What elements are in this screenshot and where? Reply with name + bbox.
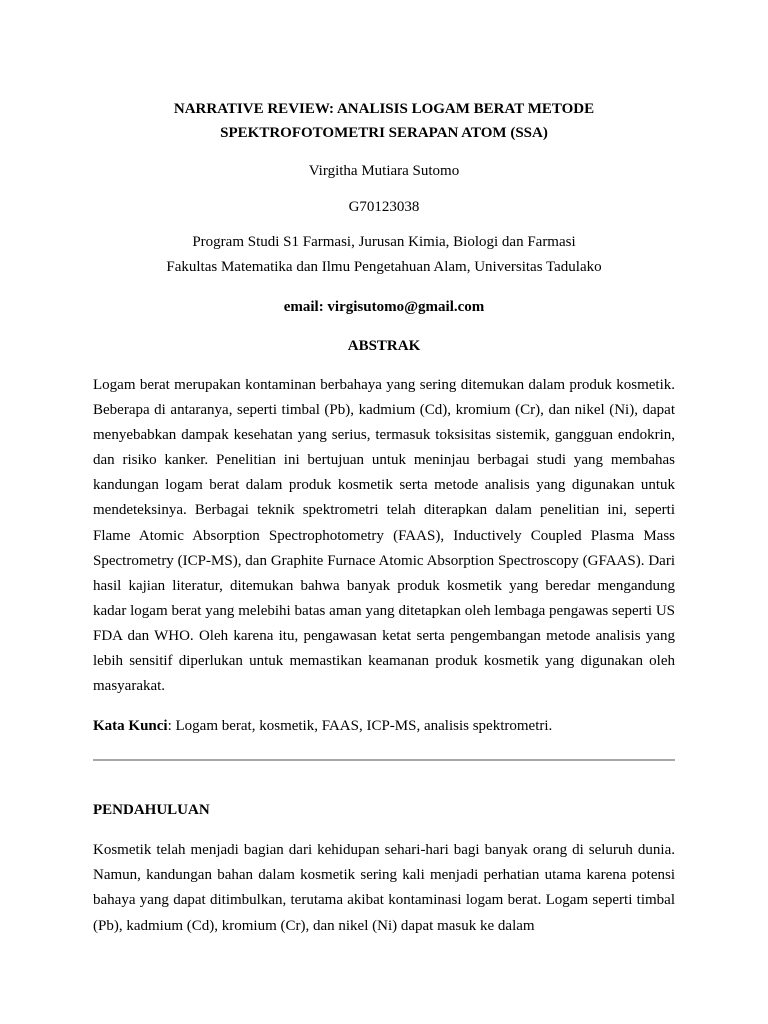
keywords-label: Kata Kunci bbox=[93, 718, 168, 735]
keywords-line bbox=[93, 714, 675, 738]
abstract-paragraph: Logam berat merupakan kontaminan berbahaya yang sering ditemukan dalam produk kosmetik. Beberapa di antaranya, seperti timbal (Pb), kadmium (Cd), kromium (Cr), dan nikel (Ni), dapat menyebabkan dampak kesehatan yang serius, termasuk toksisitas sistemik, gangguan endokrin, dan risiko kanker. Penelitian ini bertujuan untuk meninjau berbagai studi yang membahas kandungan logam berat dalam produk kosmetik serta metode analisis yang digunakan untuk mendeteksinya. Berbagai teknik spektrometri telah diterapkan dalam penelitian ini, seperti Flame Atomic Absorption Spectrophotometry (FAAS), Inductively Coupled Plasma Mass Spectrometry (ICP-MS), dan Graphite Furnace Atomic Absorption Spectroscopy (GFAAS). Dari hasil kajian literatur, ditemukan bahwa banyak produk kosmetik yang beredar mengandung kadar logam berat yang melebihi batas aman yang ditetapkan oleh lembaga pengawas seperti US FDA dan WHO. Oleh karena itu, pengawasan ketat serta pengembangan metode analisis yang lebih sensitif diperlukan untuk memastikan keamanan produk kosmetik yang digunakan oleh masyarakat. bbox=[93, 377, 675, 695]
section-divider bbox=[93, 759, 675, 761]
affiliation-line-2: Fakultas Matematika dan Ilmu Pengetahuan Alam, Universitas Tadulako bbox=[166, 259, 602, 275]
keywords-list: : Logam berat, kosmetik, FAAS, ICP-MS, analisis spektrometri. bbox=[167, 718, 553, 735]
student-id: G70123038 bbox=[348, 199, 420, 215]
author-name: Virgitha Mutiara Sutomo bbox=[308, 163, 460, 179]
paper-title-line-1: NARRATIVE REVIEW: ANALISIS LOGAM BERAT METODE bbox=[173, 101, 595, 117]
author-email: email: virgisutomo@gmail.com bbox=[283, 299, 485, 315]
paper-title-line-2: SPEKTROFOTOMETRI SERAPAN ATOM (SSA) bbox=[220, 125, 548, 141]
abstract-heading: ABSTRAK bbox=[347, 338, 421, 354]
introduction-paragraph: Kosmetik telah menjadi bagian dari kehidupan sehari-hari bagi banyak orang di seluruh dunia. Namun, kandungan bahan dalam kosmetik sering kali menjadi perhatian utama karena potensi bahaya yang dapat ditimbulkan, terutama akibat kontaminasi logam berat. Logam seperti timbal (Pb), kadmium (Cd), kromium (Cr), dan nikel (Ni) dapat masuk ke dalam bbox=[93, 842, 675, 934]
introduction-heading: PENDAHULUAN bbox=[93, 802, 210, 819]
affiliation-line-1: Program Studi S1 Farmasi, Jurusan Kimia, Biologi dan Farmasi bbox=[192, 234, 576, 250]
